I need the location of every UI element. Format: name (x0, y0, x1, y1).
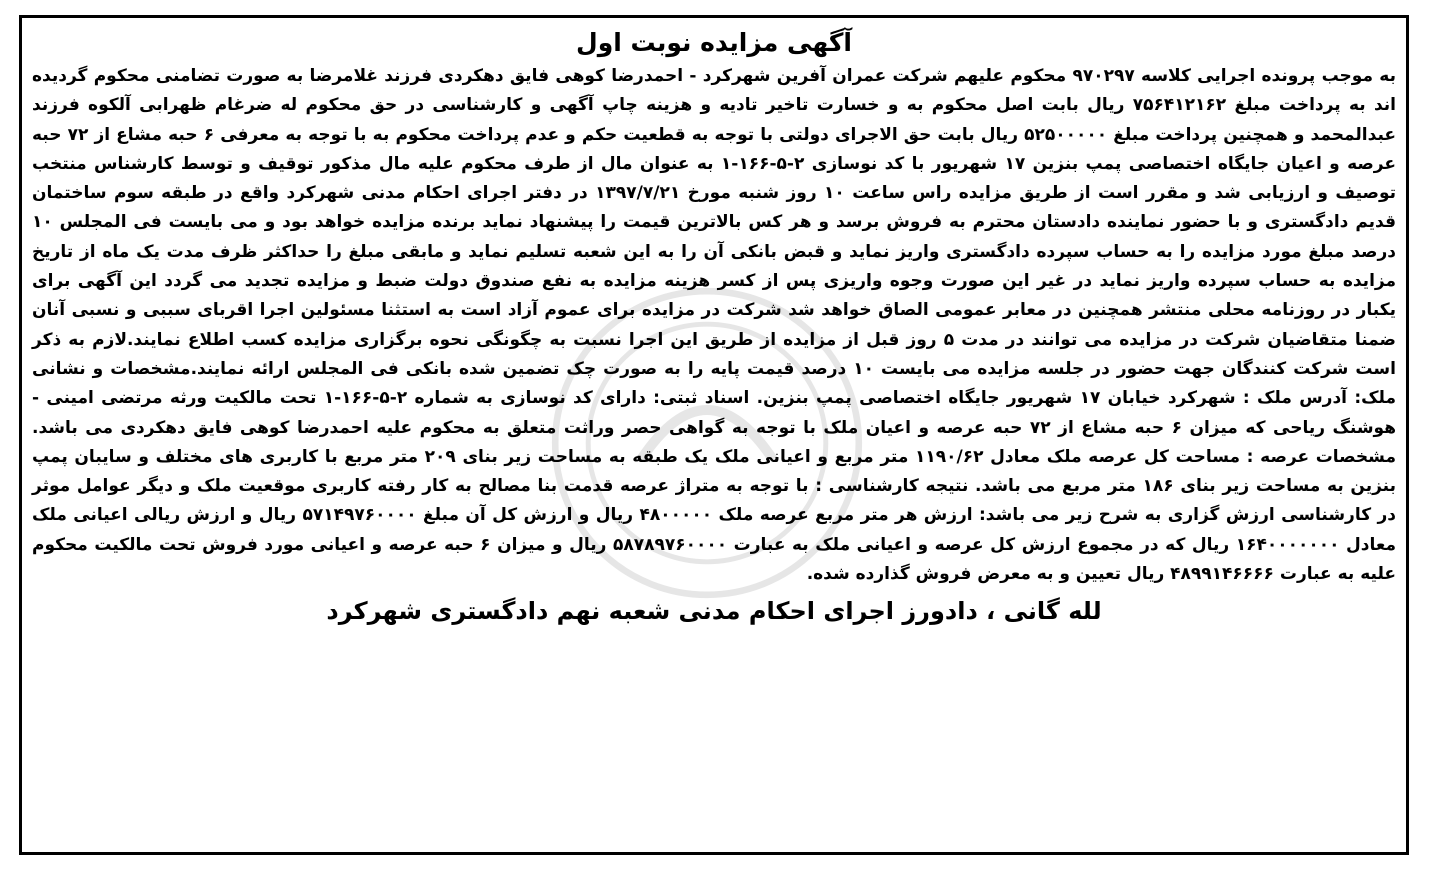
notice-frame (19, 15, 1409, 855)
notice-content (32, 24, 1396, 846)
notice-title: آگهی مزایده نوبت اول (576, 28, 852, 57)
notice-signature: لله گانی ، دادورز اجرای احکام مدنی شعبه نهم دادگستری شهرکرد (326, 597, 1102, 626)
notice-body: به موجب پرونده اجرایی کلاسه ۹۷۰۲۹۷ محکوم علیهم شرکت عمران آفرین شهرکرد - احمدرضا کوهی فایق دهکردی فرزند غلامرضا به صورت تضامنی محکوم گردیده اند به پرداخت مبلغ ۷۵۶۴۱۲۱۶۲ ریال بابت اصل محکوم به و خسارت تاخیر تادیه و هزینه چاپ آگهی و کارشناسی در حق محکوم له ضرغام ظهرابی آلکوه فرزند عبدالمحمد و همچنین پرداخت مبلغ ۵۲۵۰۰۰۰۰ ریال بابت حق الاجرای دولتی با توجه به قطعیت حکم و عدم پرداخت محکوم به با توجه به معرفی ۶ حبه مشاع از ۷۲ حبه عرصه و اعیان جایگاه اختصاصی پمپ بنزین ۱۷ شهریور با کد نوسازی ۲-۵-۱۶۶-۱ به عنوان مال از طرف محکوم علیه مال مذکور توقیف و توسط کارشناس منتخب توصیف و ارزیابی شد و مقرر است از طریق مزایده راس ساعت ۱۰ روز شنبه مورخ ۱۳۹۷/۷/۲۱ در دفتر اجرای احکام مدنی شهرکرد واقع در طبقه سوم ساختمان قدیم دادگستری و با حضور نماینده دادستان محترم به فروش برسد و هر کس بالاترین قیمت را پیشنهاد نماید برنده مزایده خواهد بود و می بایست فی المجلس ۱۰ درصد مبلغ مورد مزایده را به حساب سپرده دادگستری واریز نماید و قبض بانکی آن را به این شعبه تسلیم نماید و مابقی مبلغ را حداکثر ظرف مدت یک ماه از تاریخ مزایده به حساب سپرده واریز نماید در غیر این صورت وجوه واریزی پس از کسر هزینه مزایده به نفع صندوق دولت ضبط و مزایده تجدید می گردد این آگهی برای یکبار در روزنامه محلی منتشر همچنین در معابر عمومی الصاق خواهد شد شرکت در مزایده برای عموم آزاد است به استثنا مسئولین اجرا اقربای سببی و نسبی آنان ضمنا متقاضیان شرکت در مزایده می توانند در مدت ۵ روز قبل از مزایده از طریق این اجرا نسبت به چگونگی نحوه برگزاری مزایده کسب اطلاع نمایند.لازم به ذکر است شرکت کنندگان جهت حضور در جلسه مزایده می بایست ۱۰ درصد قیمت پایه را به صورت چک تضمین شده بانکی فی المجلس ارائه نمایند.مشخصات و نشانی ملک: آدرس ملک : شهرکرد خیابان ۱۷ شهریور جایگاه اختصاصی پمپ بنزین. اسناد ثبتی: دارای کد نوسازی به شماره ۲-۵-۱۶۶-۱ تحت مالکیت ورثه مرتضی امینی - هوشنگ ریاحی که میزان ۶ حبه مشاع از ۷۲ حبه عرصه و اعیان ملک با توجه به گواهی حصر وراثت متعلق به محکوم علیه احمدرضا کوهی فایق دهکردی می باشد. مشخصات عرصه : مساحت کل عرصه ملک معادل ۱۱۹۰/۶۲ متر مربع و اعیانی ملک یک طبقه به مساحت زیر بنای ۲۰۹ متر مربع با کاربری های مختلف و سایبان پمپ بنزین به مساحت زیر بنای ۱۸۶ متر مربع می باشد. نتیجه کارشناسی : با توجه به متراژ عرصه قدمت بنا مصالح به کار رفته کاربری موقعیت ملک و دیگر عوامل موثر در کارشناسی ارزش گزاری به شرح زیر می باشد: ارزش هر متر مربع عرصه ملک ۴۸۰۰۰۰۰ ریال و ارزش کل آن مبلغ ۵۷۱۴۹۷۶۰۰۰۰ ریال و ارزش ریالی اعیانی ملک معادل ۱۶۴۰۰۰۰۰۰۰ ریال که در مجموع ارزش کل عرصه و اعیانی ملک به عبارت ۵۸۷۸۹۷۶۰۰۰۰ ریال و میزان ۶ حبه عرصه و اعیانی مورد فروش تحت مالکیت محکوم علیه به عبارت ۴۸۹۹۱۴۶۶۶۶ ریال تعیین و به معرض فروش گذارده شده. (32, 66, 1397, 585)
